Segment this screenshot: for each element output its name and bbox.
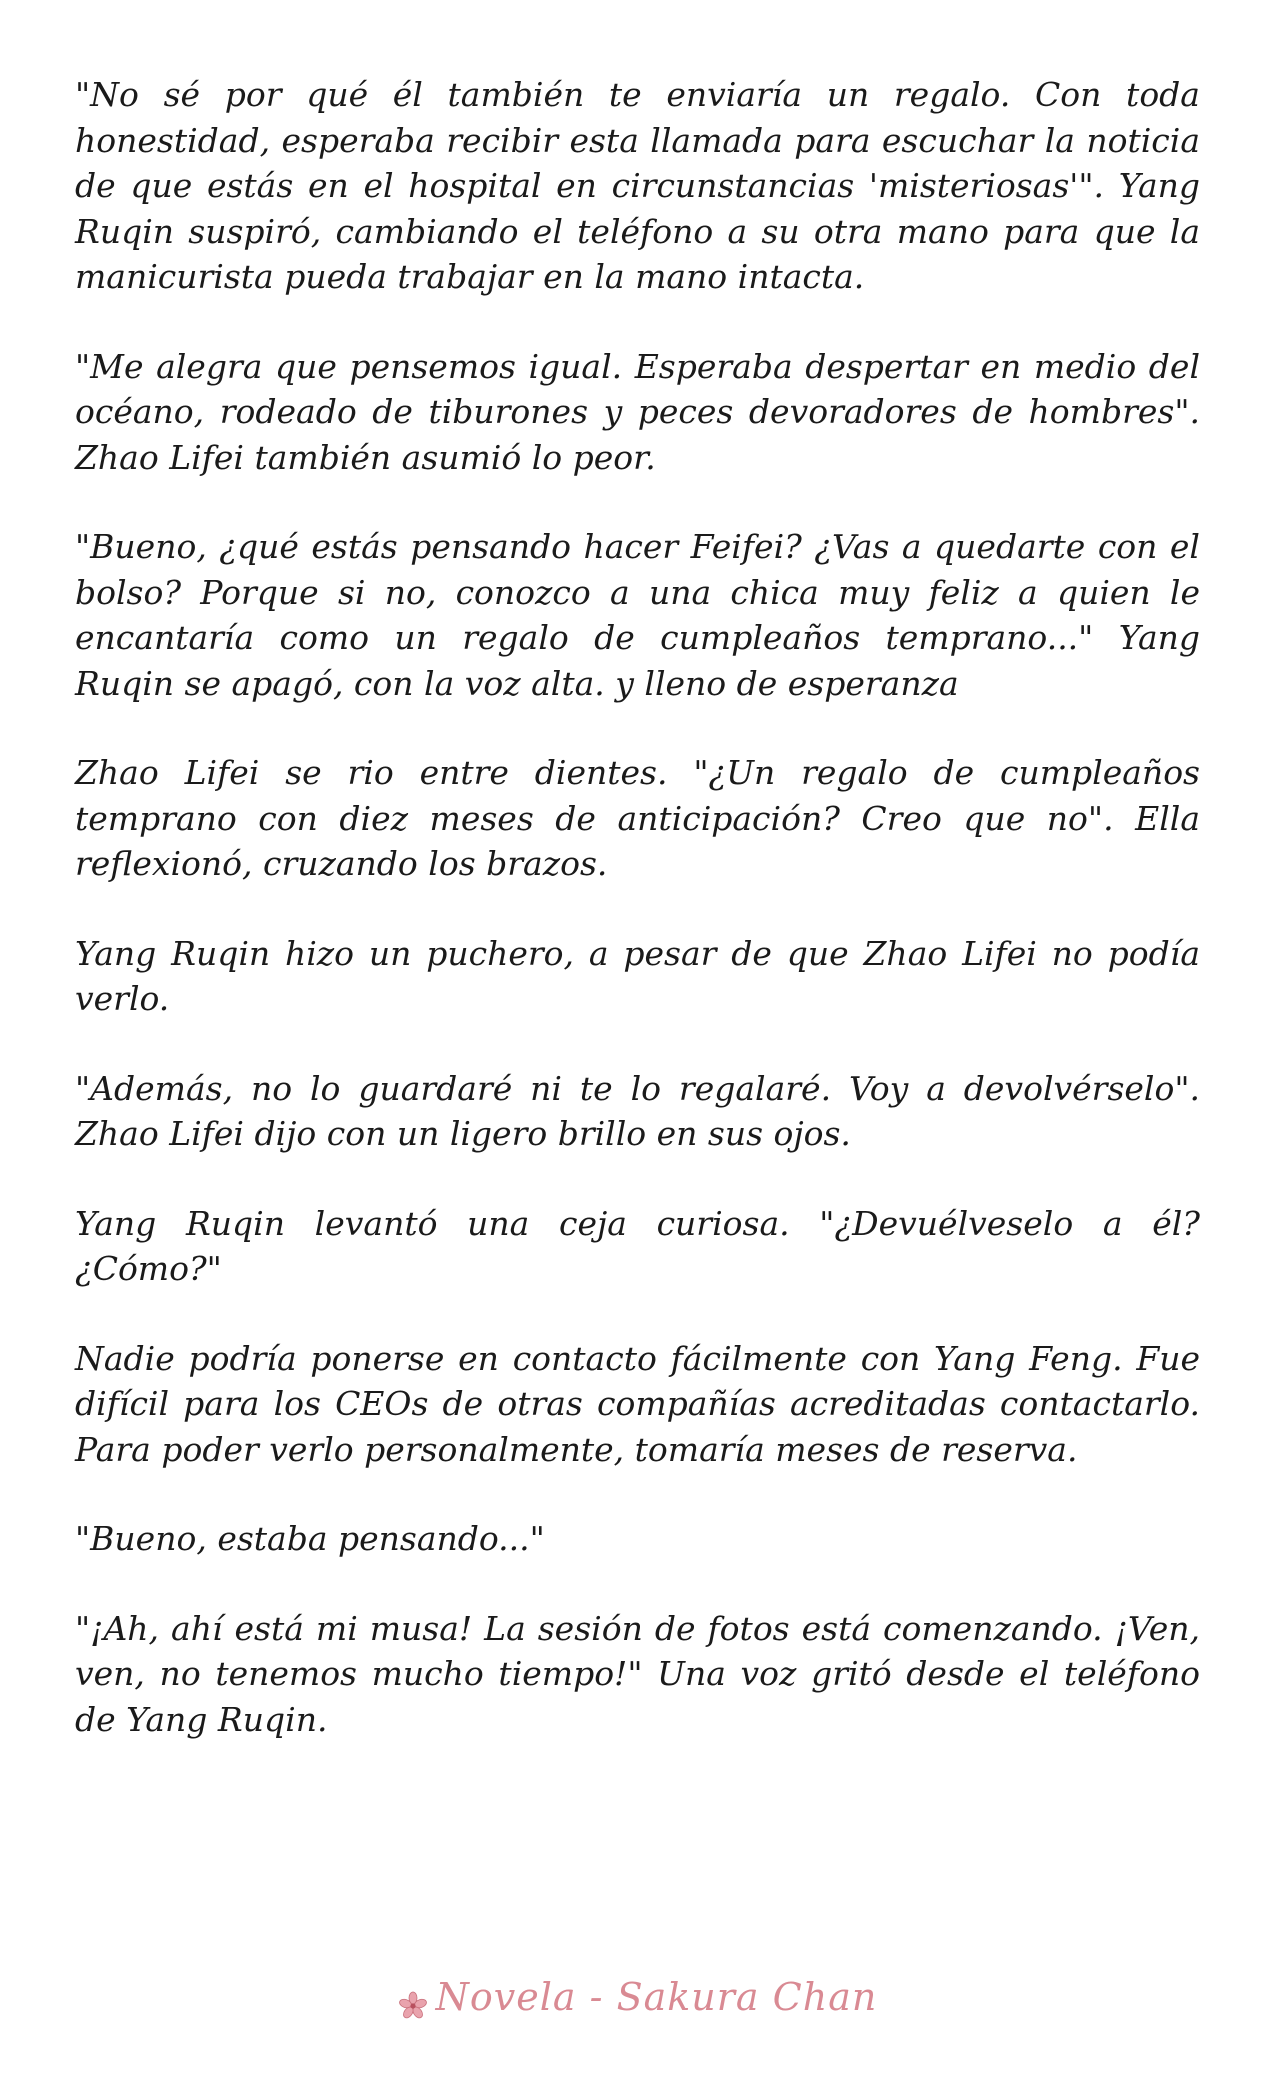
paragraph-9: "Bueno, estaba pensando..." (75, 1519, 545, 1558)
paragraph-7: Yang Ruqin levantó una ceja curiosa. "¿Devuélveselo a él? ¿Cómo?" (75, 1203, 1200, 1288)
paragraph-8: Nadie podría ponerse en contacto fácilmente con Yang Feng. Fue difícil para los CEOs de otras compañías acreditadas contactarlo. Para poder verlo personalmente, tomaría meses de reserva. (75, 1338, 1200, 1469)
paragraph-5: Yang Ruqin hizo un puchero, a pesar de que Zhao Lifei no podía verlo. (75, 933, 1200, 1018)
watermark (0, 1975, 1275, 2019)
paragraph-3: "Bueno, ¿qué estás pensando hacer Feifei? ¿Vas a quedarte con el bolso? Porque si no, conozco a una chica muy feliz a quien le encantaría como un regalo de cumpleaños temprano..." Yang Ruqin se apagó, con la voz alta. y lleno de esperanza (75, 527, 1200, 703)
paragraph-1: "No sé por qué él también te enviaría un regalo. Con toda honestidad, esperaba recibir esta llamada para escuchar la noticia de que estás en el hospital en circunstancias 'misteriosas'". Yang Ruqin suspiró, cambiando el teléfono a su otra mano para que la manicurista pueda trabajar en la mano intacta. (75, 75, 1200, 296)
paragraph-10: "¡Ah, ahí está mi musa! La sesión de fotos está comenzando. ¡Ven, ven, no tenemos mucho tiempo!" Una voz gritó desde el teléfono de Yang Ruqin. (75, 1608, 1200, 1739)
document-body (75, 72, 1200, 1786)
watermark-text: Novela - Sakura Chan (435, 1975, 878, 2019)
sakura-flower-icon (398, 1986, 428, 2016)
paragraph-4: Zhao Lifei se rio entre dientes. "¿Un regalo de cumpleaños temprano con diez meses de anticipación? Creo que no". Ella reflexionó, cruzando los brazos. (75, 753, 1200, 883)
paragraph-6: "Además, no lo guardaré ni te lo regalaré. Voy a devolvérselo". Zhao Lifei dijo con un ligero brillo en sus ojos. (75, 1068, 1200, 1153)
paragraph-2: "Me alegra que pensemos igual. Esperaba despertar en medio del océano, rodeado de tiburones y peces devoradores de hombres". Zhao Lifei también asumió lo peor. (75, 346, 1200, 477)
